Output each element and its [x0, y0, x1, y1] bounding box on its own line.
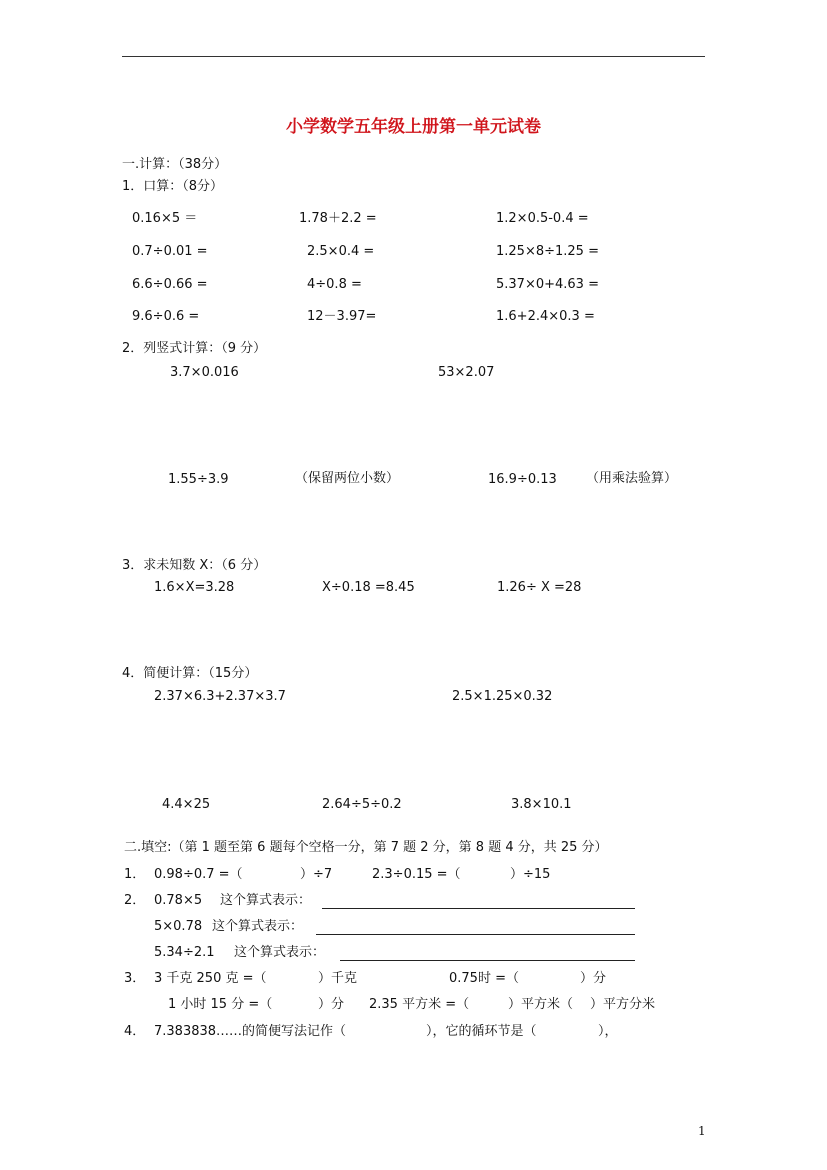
- fill-q3-c: 1 小时 15 分 =（: [168, 997, 273, 1012]
- fill-q4-text-a: 7.383838……的简便写法记作（: [154, 1024, 347, 1039]
- oral-item: 0.7÷0.01 =: [132, 244, 208, 259]
- oral-item: 9.6÷0.6 =: [132, 309, 200, 324]
- oral-item: 1.2×0.5-0.4 =: [496, 211, 589, 226]
- oral-item: 1.78＋2.2 =: [299, 211, 377, 226]
- fill-q2-b: 5×0.78: [154, 919, 203, 934]
- equation-a: 1.6×X=3.28: [154, 580, 235, 595]
- vertical-calc-a: 3.7×0.016: [170, 365, 239, 380]
- fill-q2-c-blank: [340, 960, 635, 961]
- oral-item: 1.25×8÷1.25 =: [496, 244, 599, 259]
- simple-calc-c: 4.4×25: [162, 797, 211, 812]
- simple-calc-d: 2.64÷5÷0.2: [322, 797, 402, 812]
- fill-q2-a: 0.78×5: [154, 893, 203, 908]
- fill-q2-b-blank: [316, 934, 635, 935]
- fill-q3-b: 0.75时 =（: [449, 971, 519, 986]
- fill-q3-b-end: ）分: [580, 971, 607, 986]
- page-title: 小学数学五年级上册第一单元试卷: [286, 117, 541, 137]
- fill-q2-c-label: 这个算式表示：: [234, 945, 326, 960]
- vertical-calc-b: 53×2.07: [438, 365, 495, 380]
- oral-item: 6.6÷0.66 =: [132, 277, 208, 292]
- q1-heading: 1．口算：（8分）: [122, 179, 224, 194]
- fill-q4-text-c: ），: [598, 1024, 618, 1039]
- fill-q3-c-end: ）分: [318, 997, 345, 1012]
- fill-q2-num: 2．: [124, 893, 146, 908]
- fill-q3-d: 2.35 平方米 =（: [369, 997, 470, 1012]
- oral-item: 1.6+2.4×0.3 =: [496, 309, 595, 324]
- oral-item: 5.37×0+4.63 =: [496, 277, 599, 292]
- fill-q2-b-label: 这个算式表示：: [212, 919, 304, 934]
- fill-q3-a-end: ）千克: [318, 971, 358, 986]
- fill-q3-d-end: ）平方分米: [590, 997, 656, 1012]
- fill-q1-a-end: ）÷7: [300, 867, 333, 882]
- fill-q2-a-blank: [322, 908, 635, 909]
- q3-heading: 3．求未知数 X：（6 分）: [122, 558, 267, 573]
- equation-b: X÷0.18 =8.45: [322, 580, 415, 595]
- section1-heading: 一.计算：（38分）: [122, 157, 228, 172]
- oral-item: 2.5×0.4 =: [307, 244, 375, 259]
- header-rule: [122, 56, 705, 57]
- fill-q2-a-label: 这个算式表示：: [220, 893, 312, 908]
- page-number: 1: [698, 1124, 706, 1138]
- section2-heading: 二.填空:（第 1 题至第 6 题每个空格一分，第 7 题 2 分，第 8 题 4 分，共 25 分）: [124, 840, 608, 855]
- fill-q1-a: 0.98÷0.7 =（: [154, 867, 243, 882]
- fill-q3-a: 3 千克 250 克 =（: [154, 971, 267, 986]
- fill-q1-b-end: ）÷15: [510, 867, 551, 882]
- vertical-calc-d: 16.9÷0.13: [488, 472, 557, 487]
- oral-item: 12－3.97=: [307, 309, 377, 324]
- vertical-calc-d-note: （用乘法验算）: [586, 471, 678, 486]
- fill-q4-num: 4．: [124, 1024, 146, 1039]
- q4-heading: 4．简便计算：（15分）: [122, 666, 258, 681]
- oral-item: 4÷0.8 =: [307, 277, 362, 292]
- equation-c: 1.26÷ X =28: [497, 580, 582, 595]
- q2-heading: 2．列竖式计算：（9 分）: [122, 341, 267, 356]
- fill-q3-d-mid: ）平方米（: [508, 997, 574, 1012]
- fill-q3-num: 3．: [124, 971, 146, 986]
- fill-q1-b: 2.3÷0.15 =（: [372, 867, 461, 882]
- fill-q2-c: 5.34÷2.1: [154, 945, 215, 960]
- simple-calc-b: 2.5×1.25×0.32: [452, 689, 553, 704]
- vertical-calc-c: 1.55÷3.9: [168, 472, 229, 487]
- simple-calc-e: 3.8×10.1: [511, 797, 572, 812]
- fill-q4-text-b: ），它的循环节是（: [426, 1024, 537, 1039]
- fill-q1-num: 1．: [124, 867, 146, 882]
- vertical-calc-c-note: （保留两位小数）: [295, 471, 400, 486]
- oral-item: 0.16×5 ＝: [132, 211, 198, 226]
- simple-calc-a: 2.37×6.3+2.37×3.7: [154, 689, 286, 704]
